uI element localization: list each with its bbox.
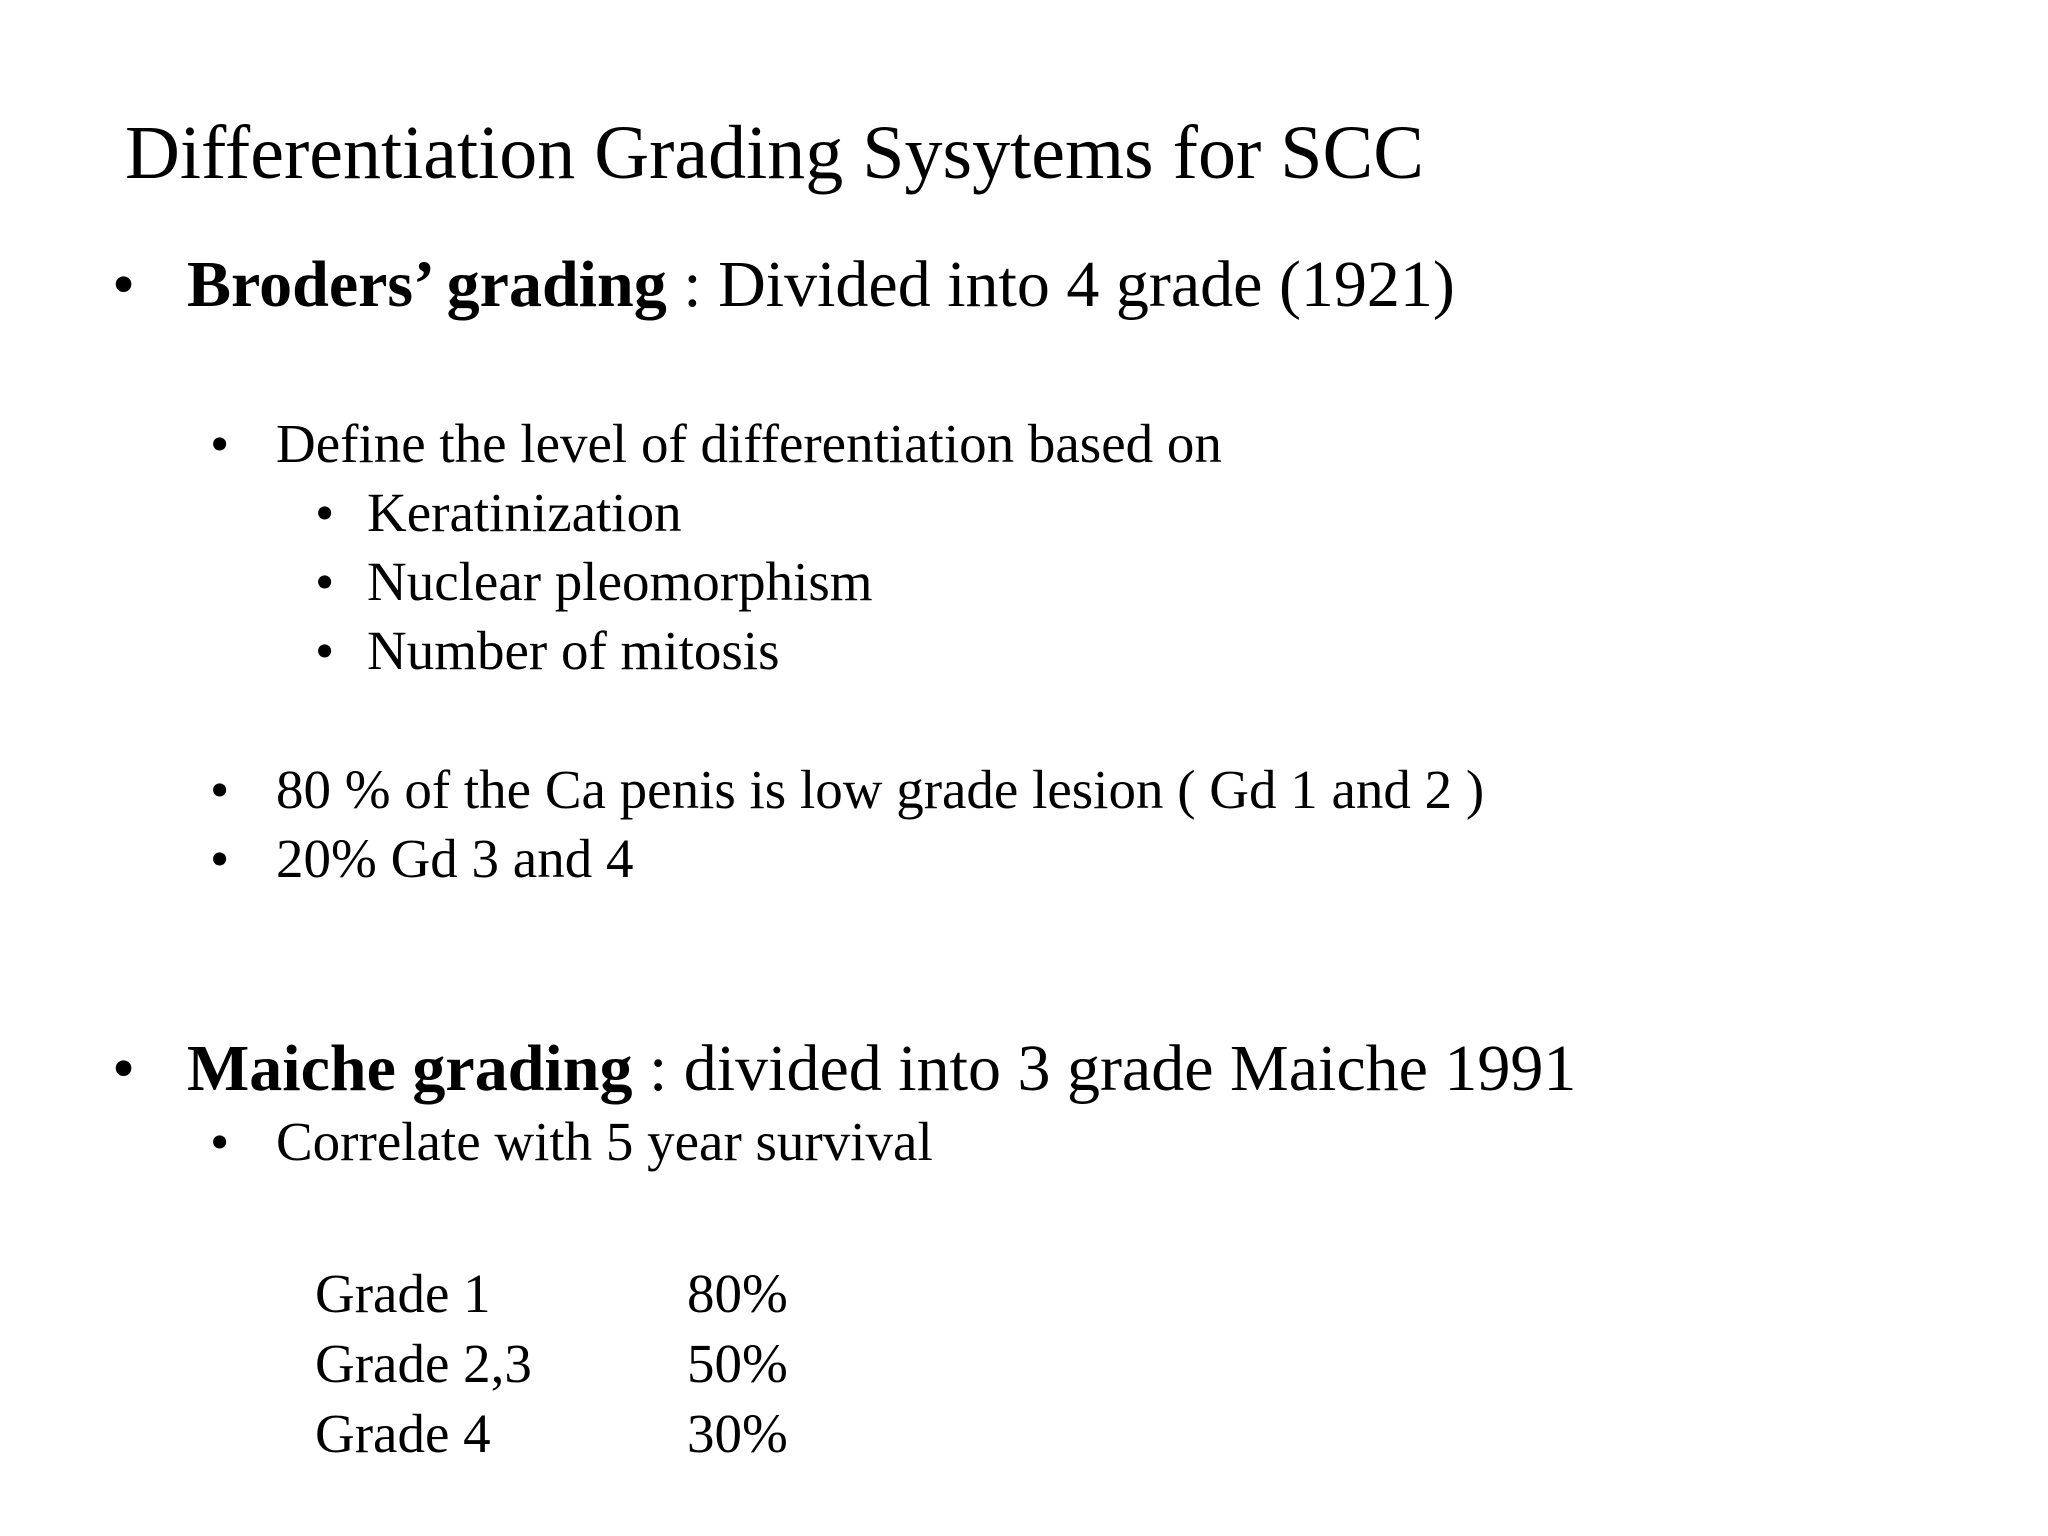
broders-desc: : Divided into 4 grade (1921)	[666, 248, 1455, 321]
bullet-icon: •	[315, 620, 335, 681]
survival-value: 30%	[687, 1403, 788, 1464]
bullet-icon: •	[112, 248, 136, 321]
broders-heading	[187, 248, 1455, 321]
broders-name: Broders’ grading	[187, 248, 667, 321]
grade-label: Grade 4	[315, 1403, 491, 1464]
bullet-icon: •	[112, 1032, 136, 1105]
bullet-icon: •	[210, 413, 230, 474]
define-text: Define the level of differentiation based on	[276, 413, 1222, 474]
stat-text: 20% Gd 3 and 4	[276, 828, 634, 889]
stat-text: 80 % of the Ca penis is low grade lesion ( Gd 1 and 2 )	[276, 759, 1485, 820]
grade-label: Grade 2,3	[315, 1333, 532, 1394]
maiche-heading	[187, 1032, 1577, 1105]
bullet-icon: •	[210, 759, 230, 820]
bullet-icon: •	[315, 482, 335, 543]
maiche-name: Maiche grading	[187, 1032, 633, 1105]
survival-value: 80%	[687, 1263, 788, 1324]
criteria-text: Keratinization	[367, 482, 682, 543]
bullet-icon: •	[210, 1111, 230, 1172]
survival-value: 50%	[687, 1333, 788, 1394]
maiche-desc: : divided into 3 grade Maiche 1991	[632, 1032, 1577, 1105]
slide-title: Differentiation Grading Sysytems for SCC	[125, 111, 1424, 195]
criteria-text: Nuclear pleomorphism	[367, 551, 873, 612]
grade-label: Grade 1	[315, 1263, 491, 1324]
bullet-icon: •	[210, 828, 230, 889]
criteria-text: Number of mitosis	[367, 620, 780, 681]
bullet-icon: •	[315, 551, 335, 612]
correlate-text: Correlate with 5 year survival	[276, 1111, 933, 1172]
